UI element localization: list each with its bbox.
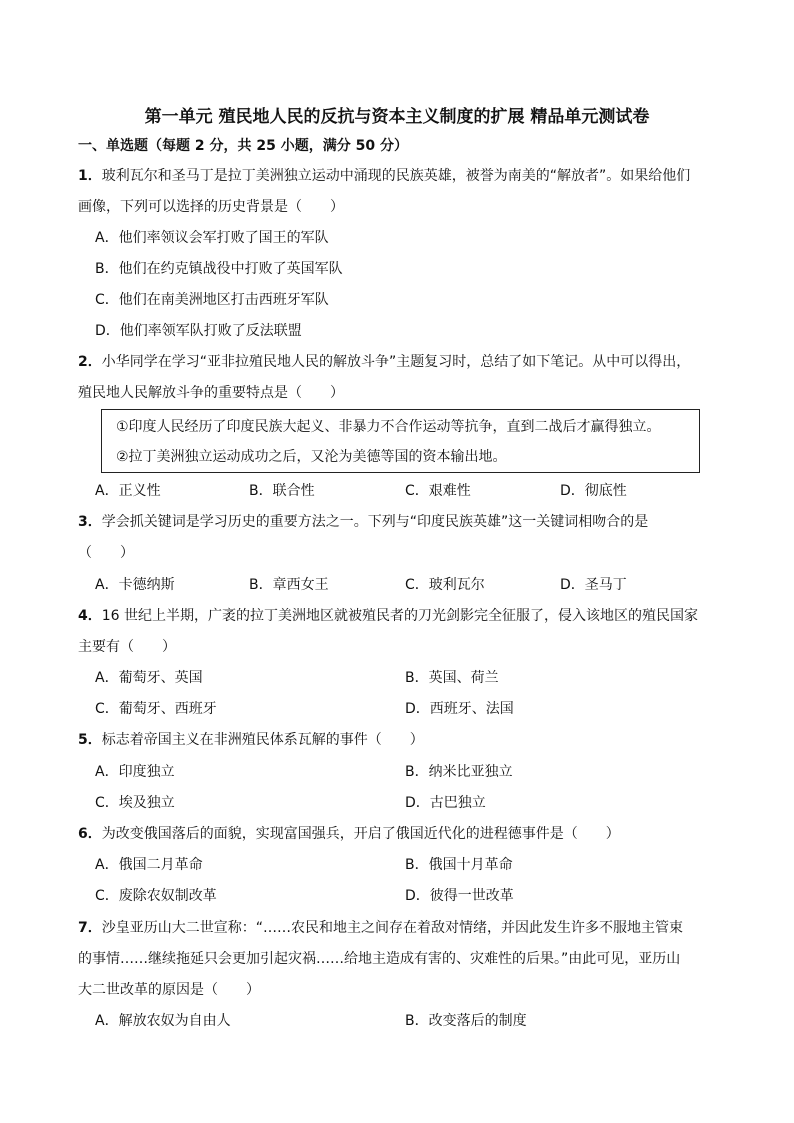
- section-heading: 一、单选题（每题 2 分，共 25 小题，满分 50 分）: [78, 138, 408, 154]
- question-3-option-a[interactable]: A．卡德纳斯: [95, 577, 175, 593]
- question-2-option-b[interactable]: B．联合性: [249, 483, 315, 499]
- question-5-line-1: 5．标志着帝国主义在非洲殖民体系瓦解的事件（ ）: [78, 732, 424, 748]
- question-4-option-d[interactable]: D．西班牙、法国: [405, 701, 514, 717]
- question-4-line-1: 4．16 世纪上半期，广袤的拉丁美洲地区就被殖民者的刀光剑影完全征服了，侵入该地区的殖民国家: [78, 608, 699, 624]
- question-4-line-2: 主要有（ ）: [78, 639, 176, 655]
- question-5-number: 5．: [78, 732, 102, 748]
- question-1-option-c[interactable]: C．他们在南美洲地区打击西班牙军队: [95, 292, 329, 308]
- question-2-option-d[interactable]: D．彻底性: [560, 483, 627, 499]
- question-5-option-d[interactable]: D．古巴独立: [405, 795, 486, 811]
- question-7-number: 7．: [78, 920, 102, 936]
- note-1: ①印度人民经历了印度民族大起义、非暴力不合作运动等抗争，直到二战后才赢得独立。: [116, 419, 661, 435]
- question-2-option-a[interactable]: A．正义性: [95, 483, 161, 499]
- question-3-line-1: 3．学会抓关键词是学习历史的重要方法之一。下列与“印度民族英雄”这一关键词相吻合的是: [78, 514, 649, 530]
- question-1-option-b[interactable]: B．他们在约克镇战役中打败了英国军队: [95, 261, 343, 277]
- question-3-option-c[interactable]: C．玻利瓦尔: [405, 577, 485, 593]
- question-2-number: 2．: [78, 354, 102, 370]
- question-7-option-a[interactable]: A．解放农奴为自由人: [95, 1013, 231, 1029]
- question-6-option-d[interactable]: D．彼得一世改革: [405, 888, 514, 904]
- question-3-option-d[interactable]: D．圣马丁: [560, 577, 627, 593]
- question-2-option-c[interactable]: C．艰难性: [405, 483, 471, 499]
- question-7-option-b[interactable]: B．改变落后的制度: [405, 1013, 527, 1029]
- question-4-option-c[interactable]: C．葡萄牙、西班牙: [95, 701, 217, 717]
- question-2-line-2: 殖民地人民解放斗争的重要特点是（ ）: [78, 385, 344, 401]
- question-3-number: 3．: [78, 514, 102, 530]
- question-1-option-a[interactable]: A．他们率领议会军打败了国王的军队: [95, 230, 329, 246]
- question-1-line-1: 1．玻利瓦尔和圣马丁是拉丁美洲独立运动中涌现的民族英雄，被誉为南美的“解放者”。如果给他们: [78, 168, 691, 184]
- notes-box: [101, 409, 700, 473]
- question-7-line-1: 7．沙皇亚历山大二世宣称：“……农民和地主之间存在着敌对情绪，并因此发生许多不服地主管束: [78, 920, 684, 936]
- question-7-line-3: 大二世改革的原因是（ ）: [78, 982, 260, 998]
- question-1-option-d[interactable]: D．他们率领军队打败了反法联盟: [95, 323, 302, 339]
- question-5-option-a[interactable]: A．印度独立: [95, 764, 175, 780]
- question-6-option-a[interactable]: A．俄国二月革命: [95, 857, 203, 873]
- question-4-option-b[interactable]: B．英国、荷兰: [405, 670, 499, 686]
- question-5-option-b[interactable]: B．纳米比亚独立: [405, 764, 513, 780]
- question-3-line-2: （ ）: [78, 545, 134, 561]
- question-1-number: 1．: [78, 168, 102, 184]
- question-1-line-2: 画像，下列可以选择的历史背景是（ ）: [78, 199, 344, 215]
- question-3-option-b[interactable]: B．章西女王: [249, 577, 329, 593]
- note-2: ②拉丁美洲独立运动成功之后，又沦为美德等国的资本输出地。: [116, 449, 507, 465]
- question-6-line-1: 6．为改变俄国落后的面貌，实现富国强兵，开启了俄国近代化的进程德事件是（ ）: [78, 826, 620, 842]
- question-4-number: 4．: [78, 608, 102, 624]
- question-2-line-1: 2．小华同学在学习“亚非拉殖民地人民的解放斗争”主题复习时，总结了如下笔记。从中可以得出，: [78, 354, 691, 370]
- question-6-number: 6．: [78, 826, 102, 842]
- question-7-line-2: 的事情……继续拖延只会更加引起灾祸……给地主造成有害的、灾难性的后果。”由此可见，亚历山: [78, 951, 681, 967]
- question-6-option-b[interactable]: B．俄国十月革命: [405, 857, 513, 873]
- question-6-option-c[interactable]: C．废除农奴制改革: [95, 888, 217, 904]
- question-5-option-c[interactable]: C．埃及独立: [95, 795, 175, 811]
- exam-title: 第一单元 殖民地人民的反抗与资本主义制度的扩展 精品单元测试卷: [144, 107, 650, 127]
- question-4-option-a[interactable]: A．葡萄牙、英国: [95, 670, 203, 686]
